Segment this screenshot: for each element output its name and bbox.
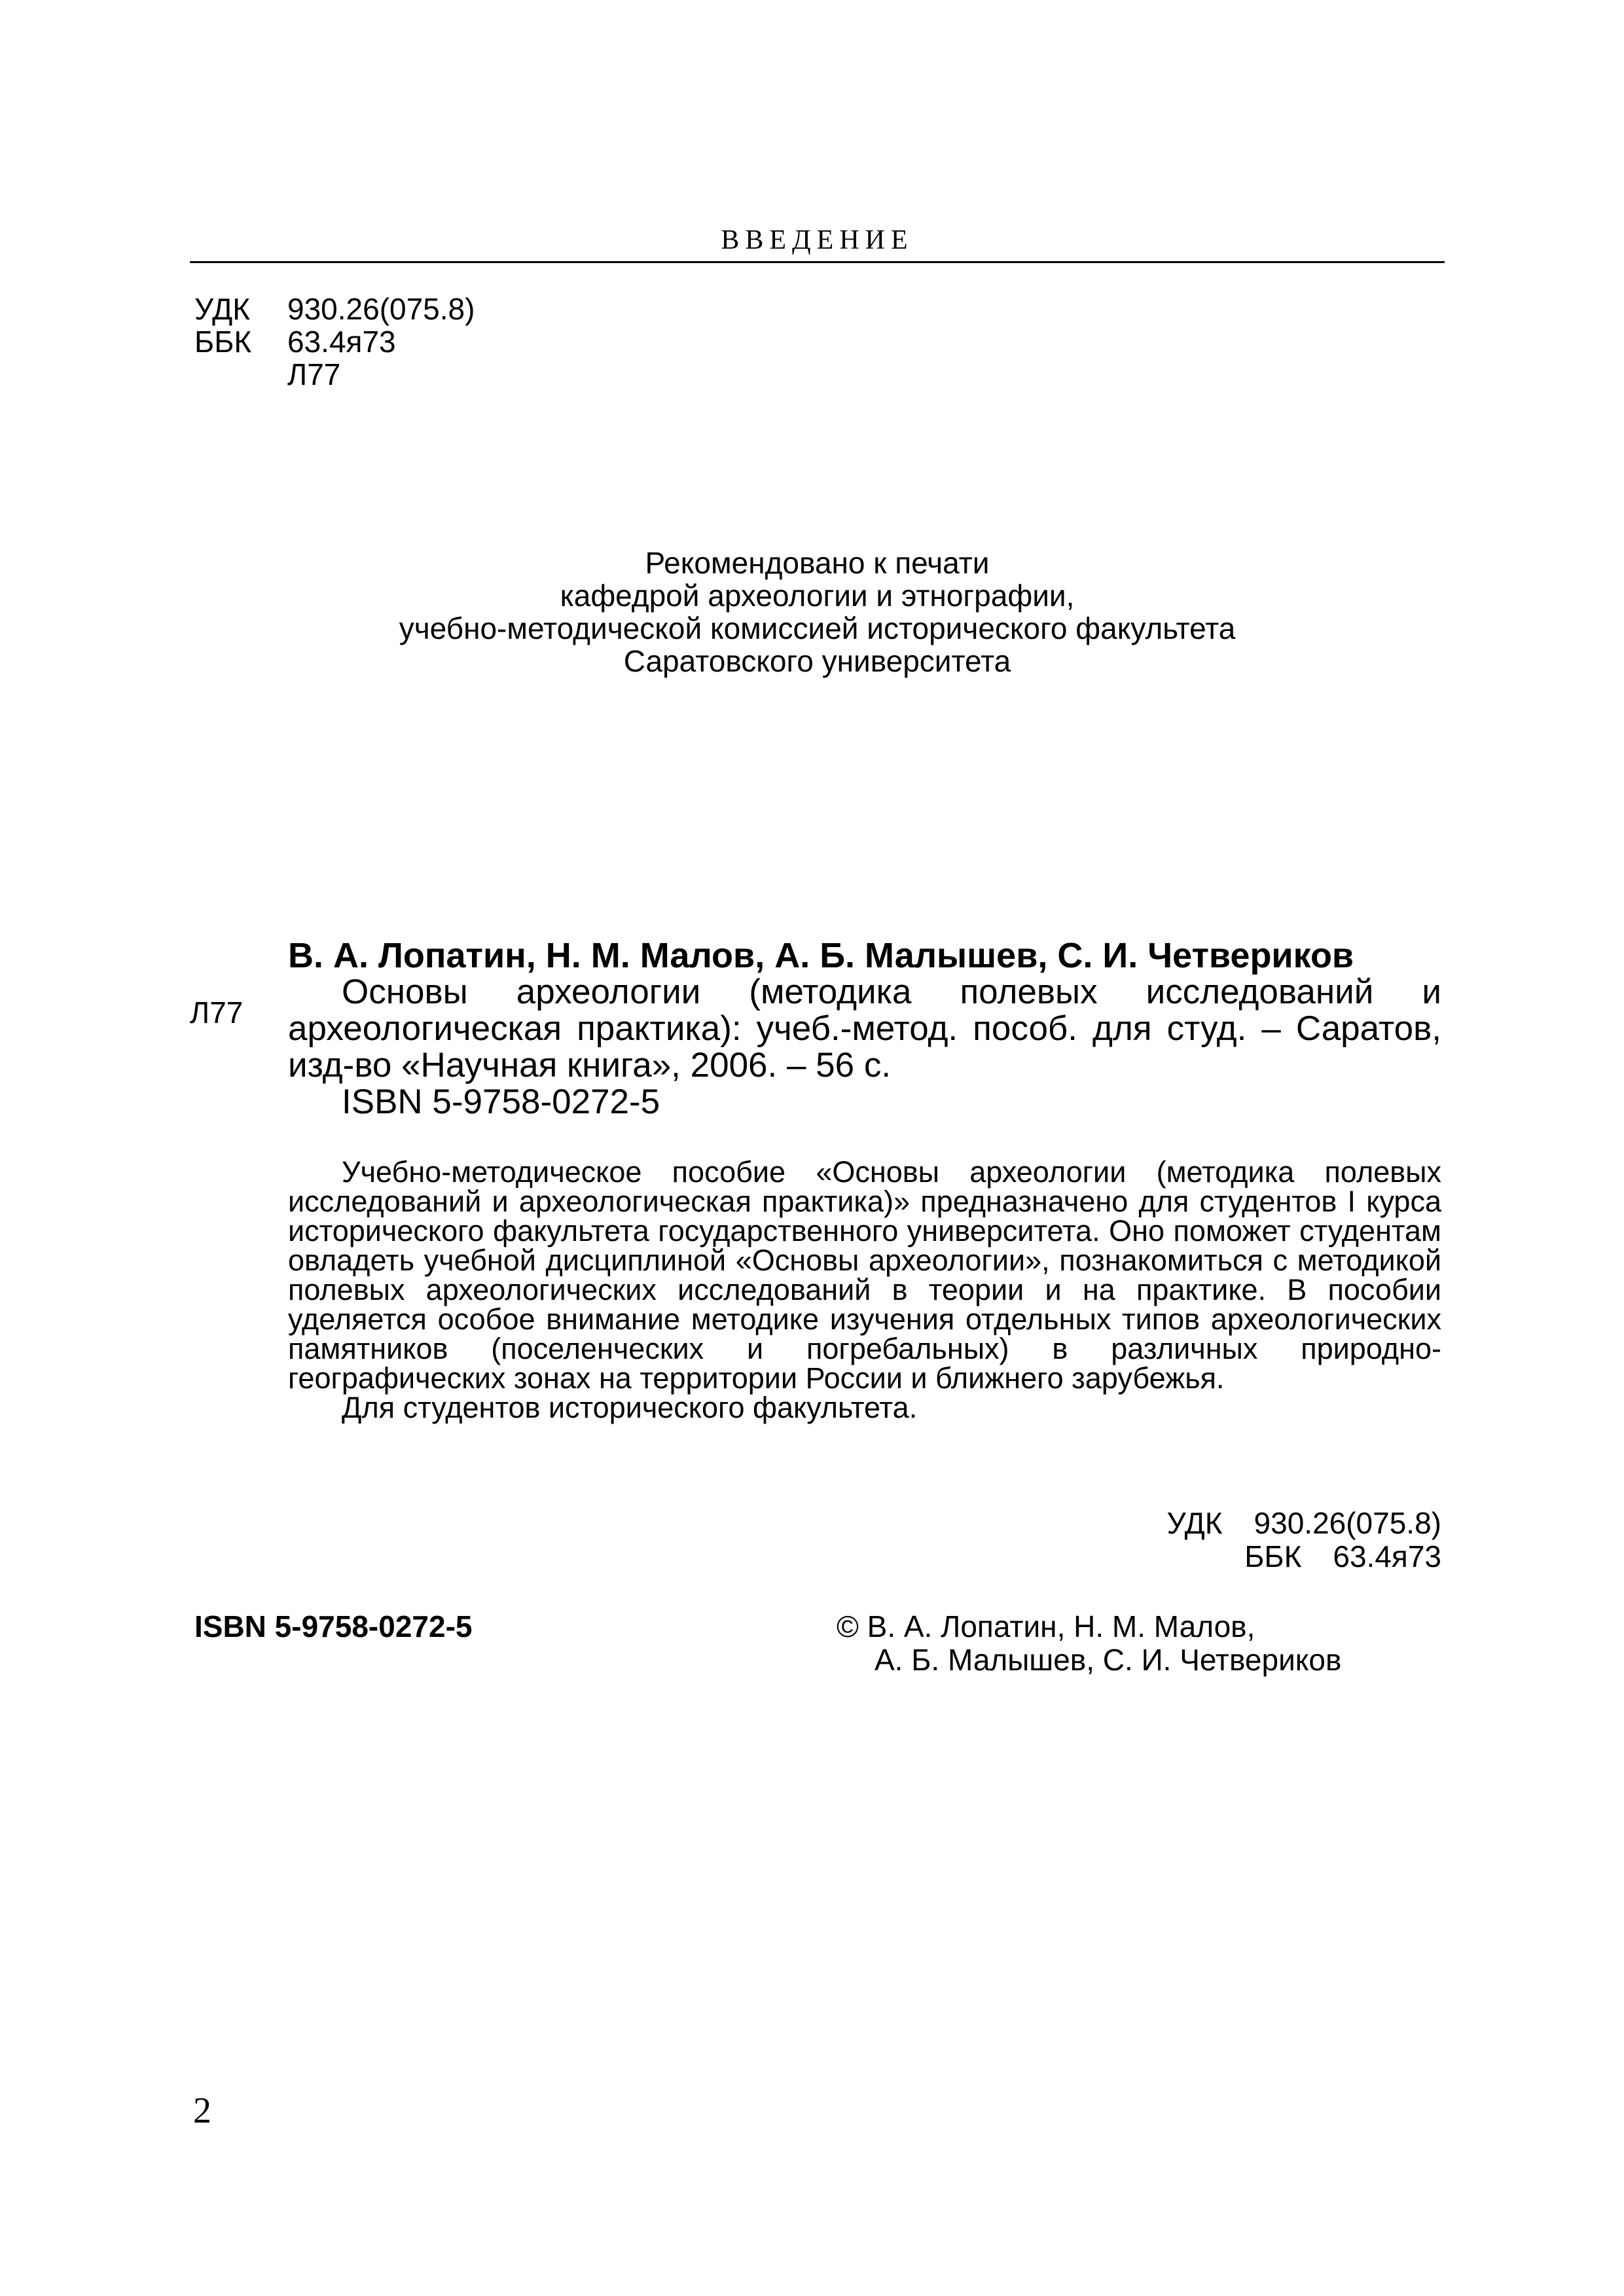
running-header: ВВЕДЕНИЕ bbox=[721, 225, 914, 255]
entry-author-sign: Л77 bbox=[190, 996, 244, 1030]
isbn: ISBN 5-9758-0272-5 bbox=[194, 1609, 473, 1643]
author-sign: Л77 bbox=[287, 357, 341, 391]
copyright-line: А. Б. Малышев, С. И. Четвериков bbox=[875, 1643, 1342, 1677]
header-rule bbox=[190, 261, 1445, 263]
abstract bbox=[288, 1157, 1441, 1422]
copyright bbox=[837, 1610, 1341, 1677]
udk-label: УДК bbox=[1166, 1506, 1223, 1540]
recommendation-line: Рекомендовано к печати bbox=[645, 546, 990, 580]
bbk-label: ББК bbox=[194, 325, 252, 359]
recommendation-line: Саратовского университета bbox=[623, 644, 1011, 678]
copyright-line: © В. А. Лопатин, Н. М. Малов, bbox=[837, 1609, 1255, 1643]
bbk-value: 63.4я73 bbox=[1333, 1539, 1441, 1573]
classification-codes bbox=[194, 293, 475, 391]
entry-isbn: ISBN 5-9758-0272-5 bbox=[342, 1083, 660, 1121]
recommendation-block bbox=[190, 547, 1445, 677]
audience-note: Для студентов исторического факультета. bbox=[342, 1391, 918, 1424]
book-title: Основы археологии (методика полевых исследований и археологическая практика): учеб.-метод. пособ. для студ. – Саратов, изд-во «Научная книга», 2006. – 56 с. bbox=[288, 973, 1441, 1085]
abstract-paragraph: Учебно-методическое пособие «Основы археологии (методика полевых исследований и археологическая практика)» предназначено для студентов I курса исторического факультета государственного университета. Оно поможет студентам овладеть учебной дисциплиной «Основы археологии», познакомиться с методикой полевых археологических исследований в теории и на практике. В пособии уделяется особое внимание методике изучения отдельных типов археологических памятников (поселенческих и погребальных) в различных природно-географических зонах на территории России и ближнего зарубежья. bbox=[288, 1155, 1441, 1395]
bbk-value: 63.4я73 bbox=[287, 325, 396, 359]
classification-codes-bottom bbox=[1166, 1507, 1441, 1573]
page-number: 2 bbox=[193, 2090, 211, 2131]
udk-value: 930.26(075.8) bbox=[1254, 1506, 1441, 1540]
recommendation-line: кафедрой археологии и этнографии, bbox=[560, 579, 1075, 613]
udk-value: 930.26(075.8) bbox=[287, 292, 475, 326]
authors: В. А. Лопатин, Н. М. Малов, А. Б. Малышев, С. И. Четвериков bbox=[288, 936, 1354, 975]
recommendation-line: учебно-методической комиссией исторического факультета bbox=[399, 611, 1236, 645]
udk-label: УДК bbox=[194, 292, 251, 326]
bbk-label: ББК bbox=[1244, 1539, 1302, 1573]
